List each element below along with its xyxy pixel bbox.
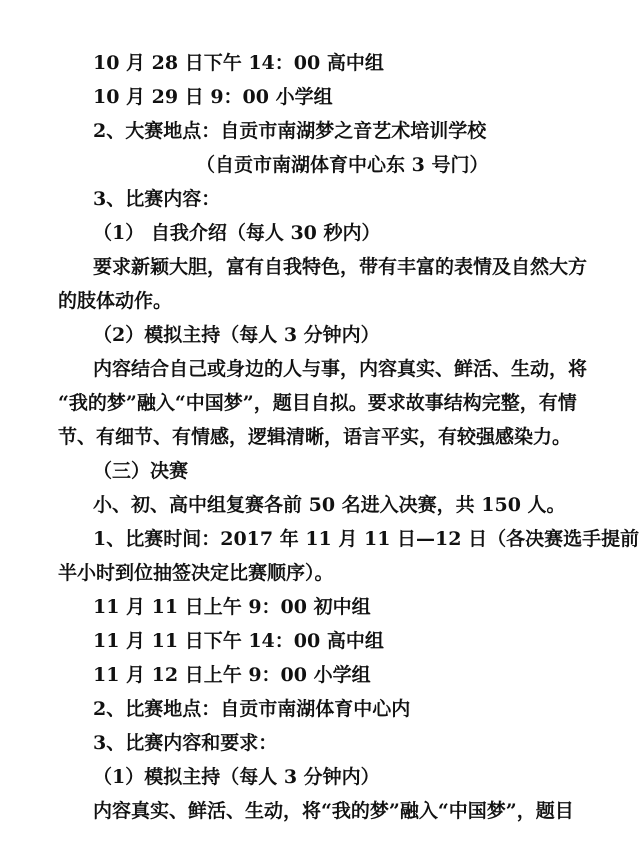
venue-detail-line: （自贡市南湖体育中心东 3 号门） <box>196 154 489 176</box>
final-qualification-line: 小、初、高中组复赛各前 50 名进入决赛，共 150 人。 <box>93 494 566 516</box>
mock-host-paragraph-line-1: 内容结合自己或身边的人与事，内容真实、鲜活、生动，将 <box>93 358 588 380</box>
final-mock-host-paragraph-line-1: 内容真实、鲜活、生动，将“我的梦”融入“中国梦”，题目 <box>93 800 574 822</box>
final-mock-host-heading: （1）模拟主持（每人 3 分钟内） <box>93 766 380 788</box>
final-time-line-2: 半小时到位抽签决定比赛顺序）。 <box>58 562 334 584</box>
self-intro-paragraph-line-2: 的肢体动作。 <box>58 290 173 312</box>
mock-host-paragraph-line-3: 节、有细节、有情感，逻辑清晰，语言平实，有较强感染力。 <box>58 426 572 448</box>
mock-host-heading: （2）模拟主持（每人 3 分钟内） <box>93 324 380 346</box>
final-section-heading: （三）决赛 <box>93 460 189 482</box>
final-venue-line: 2、比赛地点：自贡市南湖体育中心内 <box>93 698 411 720</box>
self-intro-paragraph-line-1: 要求新颖大胆，富有自我特色，带有丰富的表情及自然大方 <box>93 256 588 278</box>
final-schedule-middle-school: 11 月 11 日上午 9：00 初中组 <box>93 596 371 618</box>
final-schedule-primary-school: 11 月 12 日上午 9：00 小学组 <box>93 664 371 686</box>
schedule-line-high-school-semifinal: 10 月 28 日下午 14：00 高中组 <box>93 52 384 74</box>
final-time-line-1: 1、比赛时间：2017 年 11 月 11 日—12 日（各决赛选手提前 <box>93 528 640 550</box>
schedule-line-primary-semifinal: 10 月 29 日 9：00 小学组 <box>93 86 333 108</box>
final-content-heading: 3、比赛内容和要求： <box>93 732 278 754</box>
self-intro-heading: （1） 自我介绍（每人 30 秒内） <box>93 222 381 244</box>
venue-line: 2、大赛地点：自贡市南湖梦之音艺术培训学校 <box>93 120 487 142</box>
final-schedule-high-school: 11 月 11 日下午 14：00 高中组 <box>93 630 384 652</box>
mock-host-paragraph-line-2: “我的梦”融入“中国梦”，题目自拟。要求故事结构完整，有情 <box>58 392 577 414</box>
content-heading: 3、比赛内容： <box>93 188 221 210</box>
